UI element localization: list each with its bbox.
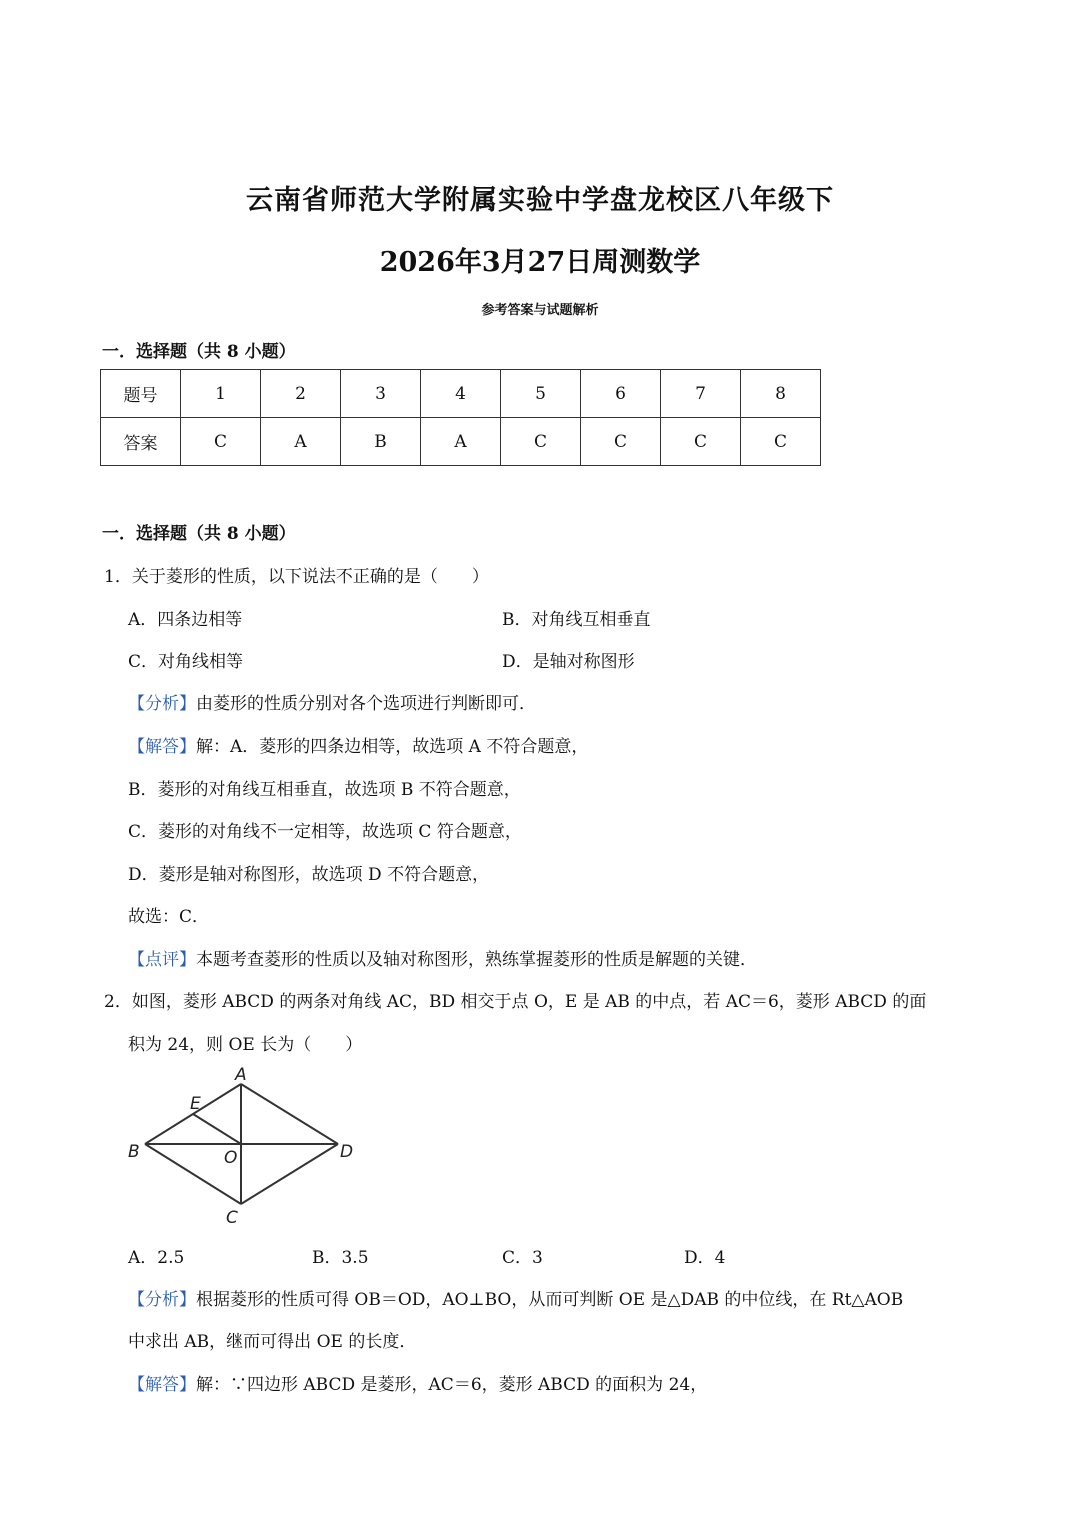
q2-stem-line1: 2．如图，菱形 ABCD 的两条对角线 AC，BD 相交于点 O，E 是 AB 的中点，若 AC＝6，菱形 ABCD 的面 bbox=[104, 992, 927, 1012]
section-heading-answers: 一．选择题（共 8 小题） bbox=[102, 342, 296, 362]
edge-ad bbox=[241, 1084, 338, 1144]
question-number-cell: 3 bbox=[341, 370, 421, 418]
question-number-cell: 8 bbox=[741, 370, 821, 418]
answer-table bbox=[100, 369, 821, 466]
answer-cell: C bbox=[741, 418, 821, 466]
table-row-numbers bbox=[101, 370, 821, 418]
question-number-cell: 5 bbox=[501, 370, 581, 418]
q1-stem: 1．关于菱形的性质，以下说法不正确的是（ ） bbox=[104, 567, 489, 587]
analysis-text: 根据菱形的性质可得 OB＝OD，AO⊥BO，从而可判断 OE 是△DAB 的中位线，在 Rt△AOB bbox=[196, 1290, 904, 1310]
q1-option-a: A．四条边相等 bbox=[128, 610, 243, 630]
analysis-text: 由菱形的性质分别对各个选项进行判断即可． bbox=[196, 694, 536, 714]
q2-analysis-line1 bbox=[128, 1285, 903, 1310]
q2-option-a: A．2.5 bbox=[128, 1248, 185, 1268]
q1-option-b: B．对角线互相垂直 bbox=[502, 610, 651, 630]
q2-stem-line2: 积为 24，则 OE 长为（ ） bbox=[128, 1035, 363, 1055]
q1-solution-2: B．菱形的对角线互相垂直，故选项 B 不符合题意， bbox=[128, 780, 521, 800]
question-number-cell: 2 bbox=[261, 370, 341, 418]
q1-comment bbox=[128, 945, 757, 970]
solution-tag: 【解答】 bbox=[128, 737, 196, 757]
q2-option-b: B．3.5 bbox=[312, 1248, 369, 1268]
question-number-cell: 4 bbox=[421, 370, 501, 418]
label-d: D bbox=[340, 1142, 354, 1162]
question-number-cell: 6 bbox=[581, 370, 661, 418]
label-a: A bbox=[235, 1065, 247, 1085]
analysis-tag: 【分析】 bbox=[128, 1290, 196, 1310]
question-number-cell: 7 bbox=[661, 370, 741, 418]
segment-oe bbox=[193, 1114, 241, 1144]
label-b: B bbox=[128, 1142, 140, 1162]
answer-cell: C bbox=[501, 418, 581, 466]
q1-analysis bbox=[128, 689, 536, 714]
solution-text: 解：∵四边形 ABCD 是菱形，AC＝6，菱形 ABCD 的面积为 24， bbox=[196, 1375, 708, 1395]
comment-tag: 【点评】 bbox=[128, 950, 196, 970]
analysis-tag: 【分析】 bbox=[128, 694, 196, 714]
label-c: C bbox=[226, 1208, 238, 1228]
comment-text: 本题考查菱形的性质以及轴对称图形，熟练掌握菱形的性质是解题的关键． bbox=[196, 950, 757, 970]
q2-analysis-line2: 中求出 AB，继而可得出 OE 的长度． bbox=[128, 1332, 417, 1352]
section-heading-questions: 一．选择题（共 8 小题） bbox=[102, 524, 296, 544]
page-title: 云南省师范大学附属实验中学盘龙校区八年级下 bbox=[246, 185, 834, 216]
q1-choice: 故选：C． bbox=[128, 907, 210, 927]
answer-cell: C bbox=[661, 418, 741, 466]
answer-cell: A bbox=[421, 418, 501, 466]
edge-dc bbox=[241, 1144, 338, 1204]
answer-cell: C bbox=[581, 418, 661, 466]
row-label: 题号 bbox=[101, 370, 181, 418]
q1-solution-4: D．菱形是轴对称图形，故选项 D 不符合题意， bbox=[128, 865, 490, 885]
q1-option-c: C．对角线相等 bbox=[128, 652, 244, 672]
q1-option-d: D．是轴对称图形 bbox=[502, 652, 635, 672]
label-e: E bbox=[190, 1094, 201, 1114]
answer-cell: C bbox=[181, 418, 261, 466]
page-subtitle-date: 2026年3月27日周测数学 bbox=[379, 247, 701, 278]
answer-cell: A bbox=[261, 418, 341, 466]
question-number-cell: 1 bbox=[181, 370, 261, 418]
q1-solution-1 bbox=[128, 732, 588, 757]
row-label: 答案 bbox=[101, 418, 181, 466]
q2-option-c: C．3 bbox=[502, 1248, 543, 1268]
answer-key-caption: 参考答案与试题解析 bbox=[481, 303, 599, 318]
solution-tag: 【解答】 bbox=[128, 1375, 196, 1395]
q1-solution-3: C．菱形的对角线不一定相等，故选项 C 符合题意， bbox=[128, 822, 522, 842]
table-row-answers bbox=[101, 418, 821, 466]
label-o: O bbox=[224, 1148, 238, 1168]
answer-cell: B bbox=[341, 418, 421, 466]
q2-option-d: D．4 bbox=[684, 1248, 726, 1268]
q2-solution-1 bbox=[128, 1370, 707, 1395]
rhombus-figure bbox=[120, 1064, 370, 1234]
solution-text: 解：A．菱形的四条边相等，故选项 A 不符合题意， bbox=[196, 737, 589, 757]
